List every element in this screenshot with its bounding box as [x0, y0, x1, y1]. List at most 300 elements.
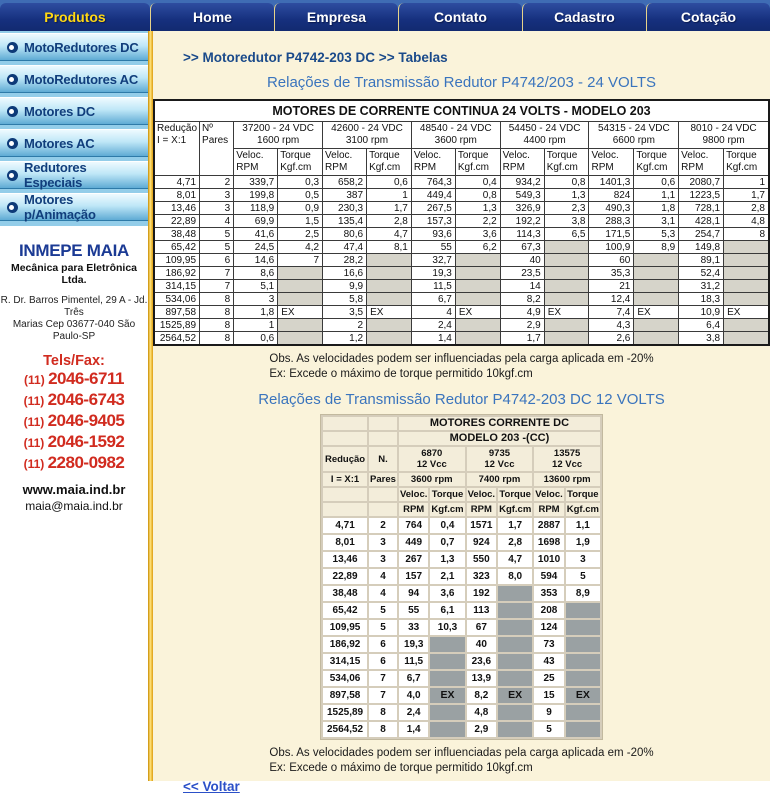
phone-list	[0, 369, 148, 474]
t12-cell: 1010	[534, 552, 563, 567]
t12-data-row	[323, 586, 600, 601]
t24-cell: 7,4	[589, 306, 634, 319]
t12-cell: 5	[566, 569, 600, 584]
t24-cell: 288,3	[589, 215, 634, 228]
t12-cell	[498, 705, 532, 720]
t24-cell: 8,6	[234, 267, 278, 280]
t12-header-reducao-2: I = X:1	[323, 473, 367, 486]
t24-cell: 1,3	[455, 202, 500, 215]
t12-cell: 1,1	[566, 518, 600, 533]
t24-cell	[367, 254, 412, 267]
sidebar-item-motoredutores-ac[interactable]	[0, 65, 148, 93]
t12-data-row	[323, 637, 600, 652]
t24-cell: 0,5	[278, 189, 323, 202]
t12-header-kgf-unit: Kgf.cm	[566, 504, 599, 515]
t24-cell: 0,6	[234, 332, 278, 346]
t24-cell	[278, 332, 323, 346]
phone-number: (11) 2046-6711	[24, 369, 124, 388]
t12-empty-cell	[369, 417, 397, 430]
address-line2: Marias Cep 03677-040 São Paulo-SP	[12, 319, 136, 342]
obs-24v	[269, 352, 653, 382]
t24-cell	[544, 241, 589, 254]
t24-cell: 3,8	[679, 332, 724, 346]
t24-cell: 449,4	[411, 189, 455, 202]
t24-cell: 0,4	[455, 176, 500, 189]
t12-cell: 157	[399, 569, 428, 584]
t12-cell: EX	[430, 688, 464, 703]
t24-cell	[455, 319, 500, 332]
t24-cell: 1,7	[367, 202, 412, 215]
t12-data-row	[323, 552, 600, 567]
t24-data-row	[154, 319, 769, 332]
t24-cell: 2,3	[544, 202, 589, 215]
t24-cell: 6,7	[411, 293, 455, 306]
t24-title: MOTORES DE CORRENTE CONTINUA 24 VOLTS - MODELO 203	[154, 100, 769, 122]
t24-cell: 1,1	[634, 189, 679, 202]
t24-cell	[724, 293, 769, 306]
t24-cell: 2,8	[724, 202, 769, 215]
t24-header-veloc: Veloc. RPM	[234, 149, 278, 176]
company-name: INMEPE MAIA	[18, 241, 130, 260]
t24-cell	[455, 280, 500, 293]
t24-cell	[634, 332, 679, 346]
t24-cell: 9,9	[323, 280, 367, 293]
t24-cell	[544, 293, 589, 306]
t24-cell: 69,9	[234, 215, 278, 228]
t24-cell	[634, 280, 679, 293]
t24-cell: 28,2	[323, 254, 367, 267]
t12-cell	[498, 654, 532, 669]
t24-cell: 11,5	[411, 280, 455, 293]
phone-number: (11) 2046-1592	[23, 432, 125, 451]
t24-cell: 93,6	[411, 228, 455, 241]
t12-cell: 1571	[467, 518, 496, 533]
t24-cell: 100,9	[589, 241, 634, 254]
t24-cell: 1,8	[234, 306, 278, 319]
nav-item-empresa[interactable]	[274, 3, 398, 31]
t24-cell: 67,3	[500, 241, 544, 254]
t12-empty-cell	[369, 488, 397, 501]
t12-cell: 94	[399, 586, 428, 601]
t24-cell: 171,5	[589, 228, 634, 241]
company-website-link[interactable]: www.maia.ind.br	[22, 482, 126, 497]
t24-cell: 2,6	[589, 332, 634, 346]
t24-cell	[455, 332, 500, 346]
t12-cell: 3	[369, 552, 397, 567]
nav-item-produtos[interactable]	[0, 3, 150, 31]
t12-subtitle: MODELO 203 -(CC)	[399, 432, 600, 445]
table-12v	[320, 414, 603, 740]
t12-cell: 897,58	[323, 688, 367, 703]
nav-item-label: Produtos	[44, 9, 106, 25]
t24-cell: 18,3	[679, 293, 724, 306]
t24-cell: 21	[589, 280, 634, 293]
t24-header-motor-group: 54315 - 24 VDC 6600 rpm	[589, 122, 679, 149]
t24-header-motor-group: 8010 - 24 VDC 9800 rpm	[679, 122, 769, 149]
t24-cell	[278, 267, 323, 280]
t12-cell: 40	[467, 637, 496, 652]
t24-header-veloc: Veloc. RPM	[411, 149, 455, 176]
t24-cell: 3,6	[455, 228, 500, 241]
t24-cell: 4,3	[589, 319, 634, 332]
t24-cell: 10,9	[679, 306, 724, 319]
nav-item-cadastro[interactable]	[522, 3, 646, 31]
t24-cell	[367, 332, 412, 346]
t12-cell: 6	[369, 654, 397, 669]
t12-cell: 2564,52	[323, 722, 367, 737]
t24-cell: 4,2	[278, 241, 323, 254]
t12-cell: 9	[534, 705, 563, 720]
t24-cell	[724, 319, 769, 332]
t24-cell: 4,9	[500, 306, 544, 319]
t12-data-row	[323, 705, 600, 720]
t12-cell	[566, 603, 600, 618]
t24-cell: 8	[200, 293, 234, 306]
t24-cell	[544, 280, 589, 293]
nav-item-label: Contato	[434, 9, 487, 25]
t24-cell: 0,8	[455, 189, 500, 202]
t24-cell	[455, 267, 500, 280]
t12-cell: 5	[369, 620, 397, 635]
t12-cell	[430, 637, 464, 652]
t24-cell: 4	[411, 306, 455, 319]
t12-cell: 73	[534, 637, 563, 652]
t24-cell	[634, 267, 679, 280]
t24-title-row	[154, 100, 769, 122]
t24-cell	[634, 254, 679, 267]
t24-cell: 114,3	[500, 228, 544, 241]
obs-24v-line1: Obs. As velocidades podem ser influenciadas pela carga aplicada em -20%	[269, 353, 654, 365]
t12-cell: 534,06	[323, 671, 367, 686]
t12-header-motor-group: 6870 12 Vcc	[399, 447, 465, 471]
section-title-24v: Relações de Transmissão Redutor P4742/203 - 24 VOLTS	[266, 74, 657, 91]
t12-empty-cell	[323, 488, 367, 501]
t24-cell: 31,2	[679, 280, 724, 293]
t24-cell: 254,7	[679, 228, 724, 241]
t24-header-motor-group: 42600 - 24 VDC 3100 rpm	[323, 122, 412, 149]
t24-sub-header-row	[154, 149, 769, 176]
t24-header-veloc: Veloc. RPM	[589, 149, 634, 176]
t24-cell: 339,7	[234, 176, 278, 189]
t24-cell: 1401,3	[589, 176, 634, 189]
t24-cell: 6,5	[544, 228, 589, 241]
t24-cell: 7	[200, 267, 234, 280]
t24-cell: 1,5	[278, 215, 323, 228]
t24-data-row	[154, 176, 769, 189]
obs-12v-line1: Obs. As velocidades podem ser influenciadas pela carga aplicada em -20%	[269, 747, 654, 759]
t12-cell: 6,1	[430, 603, 464, 618]
t12-cell: 449	[399, 535, 428, 550]
t24-cell: 1,7	[724, 189, 769, 202]
t12-empty-cell	[323, 432, 367, 445]
t24-cell: 3	[200, 189, 234, 202]
t12-cell: 33	[399, 620, 428, 635]
t12-cell: 2,4	[399, 705, 428, 720]
t24-cell: EX	[544, 306, 589, 319]
t12-data-row	[323, 671, 600, 686]
t24-cell: 109,95	[154, 254, 200, 267]
sidebar-item-label: Motores AC	[24, 135, 95, 151]
t24-cell: 3,8	[544, 215, 589, 228]
t12-cell	[566, 637, 600, 652]
t12-cell: 6,7	[399, 671, 428, 686]
t24-cell: 1,8	[634, 202, 679, 215]
t24-cell: 5,8	[323, 293, 367, 306]
t12-header-motor-group: 13575 12 Vcc	[534, 447, 600, 471]
t24-cell: 1,7	[500, 332, 544, 346]
t24-header-torque: Torque Kgf.cm	[278, 149, 323, 176]
t24-cell: 35,3	[589, 267, 634, 280]
t12-cell: EX	[566, 688, 600, 703]
t12-cell: 67	[467, 620, 496, 635]
t24-cell: 149,8	[679, 241, 724, 254]
t12-cell: 13,9	[467, 671, 496, 686]
t24-header-veloc: Veloc. RPM	[679, 149, 724, 176]
t24-header-motor-group: 54450 - 24 VDC 4400 rpm	[500, 122, 589, 149]
t12-header-veloc: Veloc.	[399, 489, 428, 500]
t24-cell: 55	[411, 241, 455, 254]
nav-item-cotacao[interactable]	[646, 3, 770, 31]
t12-cell: 38,48	[323, 586, 367, 601]
t24-cell: 658,2	[323, 176, 367, 189]
t12-cell	[566, 654, 600, 669]
nav-item-home[interactable]	[150, 3, 274, 31]
t24-cell: 2,2	[455, 215, 500, 228]
t24-cell: 6,4	[679, 319, 724, 332]
t12-header-rpm-unit: RPM	[467, 503, 496, 516]
t24-cell: 7	[278, 254, 323, 267]
t24-cell	[367, 267, 412, 280]
t12-empty-cell	[369, 503, 397, 516]
t12-cell: 594	[534, 569, 563, 584]
t24-header-torque: Torque Kgf.cm	[544, 149, 589, 176]
bullet-icon	[7, 170, 18, 181]
t24-cell: EX	[634, 306, 679, 319]
t12-cell: 8,0	[498, 569, 532, 584]
t12-data-row	[323, 722, 600, 737]
t12-cell: 1,9	[566, 535, 600, 550]
t24-cell: 8	[200, 332, 234, 346]
t12-header-veloc: Veloc.	[535, 489, 563, 500]
t12-cell: 13,46	[323, 552, 367, 567]
t24-cell: 549,3	[500, 189, 544, 202]
t24-cell: 8	[724, 228, 769, 241]
t12-header-motor-group: 9735 12 Vcc	[467, 447, 533, 471]
t24-header-pares: Nº Pares	[200, 122, 234, 176]
t24-cell: 2,9	[500, 319, 544, 332]
t24-cell: 1,2	[323, 332, 367, 346]
t24-cell: 22,89	[154, 215, 200, 228]
t12-cell: 0,7	[430, 535, 464, 550]
t12-cell	[498, 637, 532, 652]
sidebar-item-label: Motores p/Animação	[24, 192, 96, 222]
t12-cell: 22,89	[323, 569, 367, 584]
t12-data-row	[323, 688, 600, 703]
t12-data-row	[323, 518, 600, 533]
t24-cell: 1	[724, 176, 769, 189]
t24-cell	[634, 293, 679, 306]
t12-header-rpm: 13600 rpm	[534, 473, 600, 486]
t24-cell: 19,3	[411, 267, 455, 280]
t24-header-veloc: Veloc. RPM	[500, 149, 544, 176]
t12-cell: 1525,89	[323, 705, 367, 720]
t24-cell: 934,2	[500, 176, 544, 189]
t24-cell	[278, 293, 323, 306]
t12-header-rpm: 7400 rpm	[467, 473, 533, 486]
t12-unit-header-row	[323, 503, 600, 516]
t24-cell: 4,8	[724, 215, 769, 228]
t24-cell: 428,1	[679, 215, 724, 228]
sidebar-menu	[0, 31, 148, 226]
t24-cell: 8,2	[500, 293, 544, 306]
t12-cell	[566, 705, 600, 720]
t12-header-pares-2: Pares	[370, 474, 396, 485]
company-email-link[interactable]: maia@maia.ind.br	[25, 499, 123, 513]
t24-cell	[367, 293, 412, 306]
t12-cell: 8,01	[323, 535, 367, 550]
t12-cell: 8,2	[467, 688, 496, 703]
t12-cell: 1,7	[498, 518, 532, 533]
sidebar-item-redutores-especiais[interactable]	[0, 161, 148, 189]
t12-cell: 186,92	[323, 637, 367, 652]
t12-cell: 65,42	[323, 603, 367, 618]
t24-header-torque: Torque Kgf.cm	[724, 149, 769, 176]
bullet-icon	[7, 42, 18, 53]
t24-cell: 8	[200, 306, 234, 319]
t12-title-row	[323, 417, 600, 430]
t24-cell: 3	[234, 293, 278, 306]
t24-cell	[367, 319, 412, 332]
sidebar-item-motores-dc[interactable]	[0, 97, 148, 125]
t12-cell: 8	[369, 722, 397, 737]
bullet-icon	[7, 202, 18, 213]
t24-cell: EX	[278, 306, 323, 319]
t24-cell: 14	[500, 280, 544, 293]
t24-cell: 8,9	[634, 241, 679, 254]
sidebar-item-label: MotoRedutores AC	[24, 71, 139, 87]
t24-cell: 8,01	[154, 189, 200, 202]
t24-cell: 1,3	[544, 189, 589, 202]
t12-cell: 4	[369, 569, 397, 584]
bullet-icon	[7, 106, 18, 117]
t24-cell: 157,3	[411, 215, 455, 228]
obs-12v-line2: Ex: Excede o máximo de torque permitido 10kgf.cm	[269, 762, 533, 774]
sidebar-item-motores-p-animacao[interactable]	[0, 193, 148, 221]
t12-cell: 323	[467, 569, 496, 584]
t12-cell: 192	[467, 586, 496, 601]
t24-cell: 6	[200, 254, 234, 267]
nav-item-contato[interactable]	[398, 3, 522, 31]
phone-number: (11) 2046-9405	[23, 411, 125, 430]
t12-cell: 353	[534, 586, 563, 601]
tels-fax-label: Tels/Fax:	[43, 353, 105, 369]
t12-cell: 1698	[534, 535, 563, 550]
t24-cell	[455, 293, 500, 306]
t12-group-header-row	[323, 447, 600, 471]
t24-cell: 6,2	[455, 241, 500, 254]
t24-cell: 5	[200, 228, 234, 241]
t12-cell: 550	[467, 552, 496, 567]
section-title-12v: Relações de Transmissão Redutor P4742-203 DC 12 VOLTS	[258, 391, 665, 408]
t24-header-veloc: Veloc. RPM	[323, 149, 367, 176]
nav-item-label: Cotação	[680, 9, 737, 25]
main-content	[153, 31, 770, 794]
t12-title-row	[323, 432, 600, 445]
t24-cell: 14,6	[234, 254, 278, 267]
t12-cell: 55	[399, 603, 428, 618]
t12-cell: 10,3	[430, 620, 464, 635]
address-line1: R. Dr. Barros Pimentel, 29 A - Jd. Três	[0, 295, 148, 318]
t12-cell	[498, 603, 532, 618]
t12-cell: 7	[369, 688, 397, 703]
t24-cell: 2	[200, 176, 234, 189]
t24-header-torque: Torque Kgf.cm	[634, 149, 679, 176]
t24-cell: 387	[323, 189, 367, 202]
t12-cell: 7	[369, 671, 397, 686]
t12-cell	[430, 671, 464, 686]
t12-cell: 43	[534, 654, 563, 669]
t24-cell: 80,6	[323, 228, 367, 241]
breadcrumb: >> Motoredutor P4742-203 DC >> Tabelas	[183, 50, 448, 65]
t12-sub-header-row	[323, 488, 600, 501]
sidebar-item-motores-ac[interactable]	[0, 129, 148, 157]
t24-cell: 13,46	[154, 202, 200, 215]
nav-item-label: Empresa	[306, 9, 367, 25]
t12-cell: 4	[369, 586, 397, 601]
table-24v	[153, 99, 770, 346]
t12-header-pares: N.	[369, 447, 397, 471]
t12-cell	[498, 671, 532, 686]
t24-cell: 824	[589, 189, 634, 202]
t12-cell	[566, 671, 600, 686]
t24-cell: 41,6	[234, 228, 278, 241]
back-link[interactable]: << Voltar	[183, 779, 240, 794]
t24-cell: 2564,52	[154, 332, 200, 346]
t24-data-row	[154, 241, 769, 254]
t24-cell: 897,58	[154, 306, 200, 319]
company-subtitle: Mecânica para Eletrônica Ltda.	[10, 262, 138, 286]
t12-cell: 124	[534, 620, 563, 635]
t12-header-kgf-unit: Kgf.cm	[499, 504, 532, 515]
t24-cell	[724, 332, 769, 346]
t12-cell: 1,4	[399, 722, 428, 737]
t24-cell: 47,4	[323, 241, 367, 254]
sidebar-item-label: Redutores Especiais	[24, 160, 87, 190]
t24-cell: 0,8	[544, 176, 589, 189]
t12-cell	[430, 722, 464, 737]
sidebar-item-motoredutores-dc[interactable]	[0, 33, 148, 61]
t12-cell: 15	[534, 688, 563, 703]
t24-cell: 2080,7	[679, 176, 724, 189]
t12-header-kgf-unit: Kgf.cm	[431, 504, 464, 515]
t12-cell: 109,95	[323, 620, 367, 635]
t24-cell: 16,6	[323, 267, 367, 280]
t12-cell: 3,6	[430, 586, 464, 601]
t24-cell: 314,15	[154, 280, 200, 293]
t12-cell	[566, 620, 600, 635]
t24-cell: 5,3	[634, 228, 679, 241]
t24-cell	[367, 280, 412, 293]
t24-cell: 764,3	[411, 176, 455, 189]
t12-cell: 4,8	[467, 705, 496, 720]
t12-header-torque: Torque	[431, 489, 464, 500]
t24-cell	[544, 267, 589, 280]
t12-header-veloc: Veloc.	[467, 489, 496, 500]
phone-number: (11) 2280-0982	[23, 453, 125, 472]
t24-cell	[278, 280, 323, 293]
t24-cell: 8	[200, 319, 234, 332]
t24-cell: 60	[589, 254, 634, 267]
